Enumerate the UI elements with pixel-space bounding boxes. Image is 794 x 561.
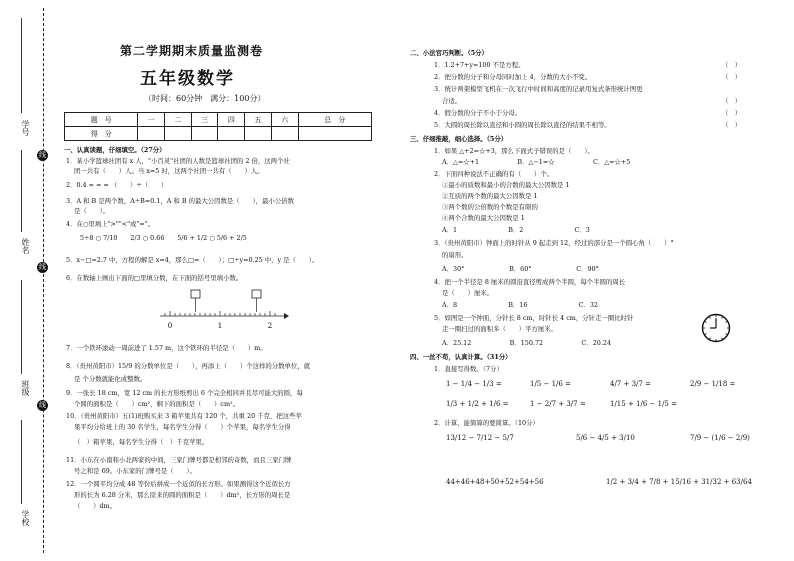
question-line: 5．如图是一个钟面，分针长 8 cm，时针长 4 cm，分针走一圈比时针 — [434, 314, 634, 322]
question-line: 10．（贵州黄阳市）五(1)班购买来 3 箱苹果共有 120 个，共重 20 千克，把这些苹 — [66, 412, 302, 420]
question-line: 形的长为 6.28 分米，那么原来的圆的面积是（ ）dm²，长方形的周长是 — [74, 491, 291, 499]
calc-item: 1 − 2/7 + 3/7 = — [530, 400, 586, 408]
score-input-cell[interactable] — [165, 127, 192, 141]
score-cell: 一 — [138, 113, 165, 127]
number-line-ticks — [165, 311, 275, 316]
number-line-arrow — [284, 313, 289, 319]
binding-strip — [0, 0, 62, 561]
question-line: （ ）dm。 — [74, 502, 117, 510]
calc-item: 1/3 + 1/2 + 1/6 = — [446, 400, 509, 408]
score-input-cell[interactable] — [298, 127, 371, 141]
school-line[interactable] — [21, 420, 22, 504]
question-line: 4．假分数的分子不小于分母。 — [434, 109, 522, 117]
question-line: 6．在数轴上画出下面的□里填分数，在下面的括号里填小数。 — [66, 274, 243, 282]
question-line: 是（ ）厘米。 — [442, 289, 494, 297]
subject-title: 五年级数学 — [140, 69, 235, 89]
binding-label-student-id: 学号 — [21, 120, 30, 136]
judge-bracket[interactable]: （ ） — [722, 73, 742, 81]
score-input-cell[interactable] — [271, 127, 298, 141]
judge-bracket[interactable]: （ ） — [722, 61, 742, 69]
question-line: 7．一个铁环滚动一周前进了 1.57 m，这个铁环的半径是（ ）m。 — [66, 344, 267, 352]
judge-bracket[interactable]: （ ） — [722, 109, 742, 117]
question-line: 2．下面四种说法不正确的有（ ）个。 — [434, 170, 554, 178]
question-line: 8．（贵州黄阳市）15/9 的分数单位是（ ），再添上（ ）个这样的分数单位，就 — [66, 362, 311, 370]
score-input-cell[interactable] — [218, 127, 245, 141]
question-line: 11．小东在小南和小北两家的中间，三家门牌号都是相邻的奇数，而且三家门牌 — [66, 456, 292, 464]
section1-heading: 一、认真读题，仔细填空。（27分） — [64, 146, 166, 154]
option-line: A．△=☆+1 B．△−1=☆ C．△=☆+5 — [442, 158, 631, 166]
score-input-cell[interactable] — [138, 127, 165, 141]
binding-knot: 线 — [39, 151, 46, 159]
question-line: 5÷8 ○ 7/10 2/3 ○ 0.66 5/6 + 1/2 ○ 5/6 + 2/5 — [80, 234, 247, 242]
question-line: 3．A 和 B 是两个数，A÷B=0.1，A 和 B 的最大公因数是（ ），最小公倍数 — [66, 197, 295, 205]
section4-heading: 四、一丝不苟，认真计算。（31分） — [410, 353, 512, 361]
question-line: 1．1.2+7+y=100 不是方程。 — [434, 61, 525, 69]
question-line: 是（ ）。 — [74, 207, 110, 215]
exam-title: 第二学期期末质量监测卷 — [120, 44, 264, 58]
calc-item: 1/5 − 1/6 = — [530, 380, 571, 388]
question-line: 4．在○里填上">""<"或"="。 — [66, 220, 155, 228]
calc-item: 13/12 − 7/12 − 5/7 — [446, 434, 514, 442]
binding-dashed-line — [43, 8, 44, 553]
statement-line: ③两个数的公倍数的个数是有限的 — [442, 203, 538, 211]
subquestion-heading: 2．计算，能简算的要简算。（10分） — [434, 419, 539, 427]
question-line: 号之和是 69。小东家的门牌号是（ ）。 — [74, 467, 196, 475]
number-line-label: 2 — [267, 322, 273, 330]
calc-item: 1/2 + 3/4 + 7/8 + 15/16 + 31/32 + 63/64 — [606, 478, 752, 486]
question-line: 1．某小学篮球社团有 x 人，"小百灵"社团的人数是篮球社团的 2 倍，这两个社 — [66, 157, 290, 165]
exam-meta: （时间：60分钟 满分：100分） — [144, 94, 266, 103]
answer-box[interactable] — [252, 290, 261, 298]
answer-box[interactable] — [191, 290, 200, 298]
statement-line: ④两个合数的最大公因数是 1 — [442, 214, 525, 222]
number-line — [150, 286, 290, 338]
score-label-cell: 得 分 — [65, 127, 138, 141]
score-cell: 五 — [245, 113, 272, 127]
binding-label-class: 班级 — [21, 380, 30, 396]
question-line: 3．统计两架模型飞机在一次飞行中时间和高度的记录用复式条形统计图更 — [434, 85, 643, 93]
question-line: 4．把一个半径是 8 厘米的圆沿直径剪成两个半圆，每个半圆的周长 — [434, 278, 626, 286]
question-line: 1．如果 △+2=☆+3，那么下面式子错误的是（ ）。 — [434, 147, 594, 155]
binding-knot: 线 — [39, 401, 46, 409]
score-value-row — [65, 127, 372, 141]
calc-item: 4/7 + 3/7 = — [610, 380, 651, 388]
student-id-line[interactable] — [21, 18, 22, 113]
option-line: A．1 B．2 C．3 — [442, 226, 590, 234]
section2-heading: 二、小法官巧判断。（5分） — [410, 49, 488, 57]
score-cell: 四 — [218, 113, 245, 127]
binding-label-school: 学校 — [21, 510, 30, 526]
statement-line: ①最小的质数和最小的合数的最大公因数是 1 — [442, 181, 570, 189]
question-line: 3．（贵州黄阳市）钟面上的时针从 9 起走到 12，经过的部分是一个圆心角（ ）° — [434, 239, 674, 247]
class-line[interactable] — [21, 280, 22, 374]
question-line: 2．0.4 = = = （ ）÷（ ） — [66, 181, 168, 189]
judge-bracket[interactable]: （ ） — [722, 121, 742, 129]
score-cell: 总 分 — [298, 113, 371, 127]
question-line: 团一共有（ ）人。当 x=5 时，这两个社团一共有（ ）人。 — [74, 167, 264, 175]
question-line: 是 个分数就能化成整数。 — [74, 375, 147, 383]
number-line-label: 0 — [167, 322, 173, 330]
calc-item: 44+46+48+50+52+54+56 — [446, 478, 544, 486]
judge-bracket[interactable]: （ ） — [722, 97, 742, 105]
score-cell: 六 — [271, 113, 298, 127]
question-line: 9．一张长 18 cm，宽 12 cm 的长方形纸剪出 6 个完全相同并且尽可能大的圆，每 — [66, 389, 303, 397]
calc-item: 1/15 + 1/6 − 1/5 = — [610, 400, 677, 408]
number-line-label: 1 — [217, 322, 223, 330]
score-table — [64, 112, 372, 141]
score-cell: 二 — [165, 113, 192, 127]
score-cell: 三 — [191, 113, 218, 127]
name-line[interactable] — [21, 150, 22, 232]
section3-heading: 三、仔细推敲，细心选择。（5分） — [410, 135, 508, 143]
calc-item: 7/9 − (1/6 − 2/9) — [690, 434, 750, 442]
score-input-cell[interactable] — [191, 127, 218, 141]
question-line: 2．把分数的分子和分母同时加上 4，分数的大小不变。 — [434, 73, 592, 81]
question-line: 5．大圆的周长除以直径和小圆的周长除以直径的结果不相等。 — [434, 121, 611, 129]
question-line: 走一圈扫过的面积多（ ）平方厘米。 — [442, 325, 558, 333]
option-line: A．30° B．60° C．90° — [442, 265, 599, 273]
question-line: 个圆的面积是（ ）cm²，剩下的面积是（ ）cm²。 — [74, 400, 239, 408]
binding-knot: 线 — [39, 263, 46, 271]
option-line: A．25.12 B．150.72 C．20.24 — [442, 339, 612, 347]
clock-face-icon — [701, 313, 731, 343]
question-line: 的扇形。 — [442, 251, 468, 259]
question-line: （ ）箱苹果，每名学生分得（ ）千克苹果。 — [74, 438, 209, 446]
score-input-cell[interactable] — [245, 127, 272, 141]
statement-line: ②互质的两个数的最大公因数是 1 — [442, 192, 538, 200]
option-line: A．8 B．16 C．32 — [442, 301, 598, 309]
question-line: 果平均分给班上的 30 名学生，每名学生分得（ ）个苹果，每名学生分得 — [74, 423, 291, 431]
question-line: 5．x−□=2.7 中，方程的解是 x=4，那么□=（ ）；□÷y=0.25 中，y 是（ ）。 — [66, 256, 319, 264]
question-line: 12．一个圆平均分成 48 等份后拼成一个近似的长方形。如果测得这个近似长方 — [66, 480, 291, 488]
score-header-row — [65, 113, 372, 127]
question-line: 合适。 — [442, 97, 462, 105]
score-cell: 题 号 — [65, 113, 138, 127]
calc-item: 2/9 − 1/18 = — [690, 380, 736, 388]
subquestion-heading: 1．直接写得数。（7分） — [434, 365, 503, 373]
calc-item: 1 − 1/4 − 1/3 = — [446, 380, 502, 388]
calc-item: 5/6 − 4/5 + 3/10 — [576, 434, 635, 442]
binding-label-name: 姓名 — [21, 238, 30, 254]
